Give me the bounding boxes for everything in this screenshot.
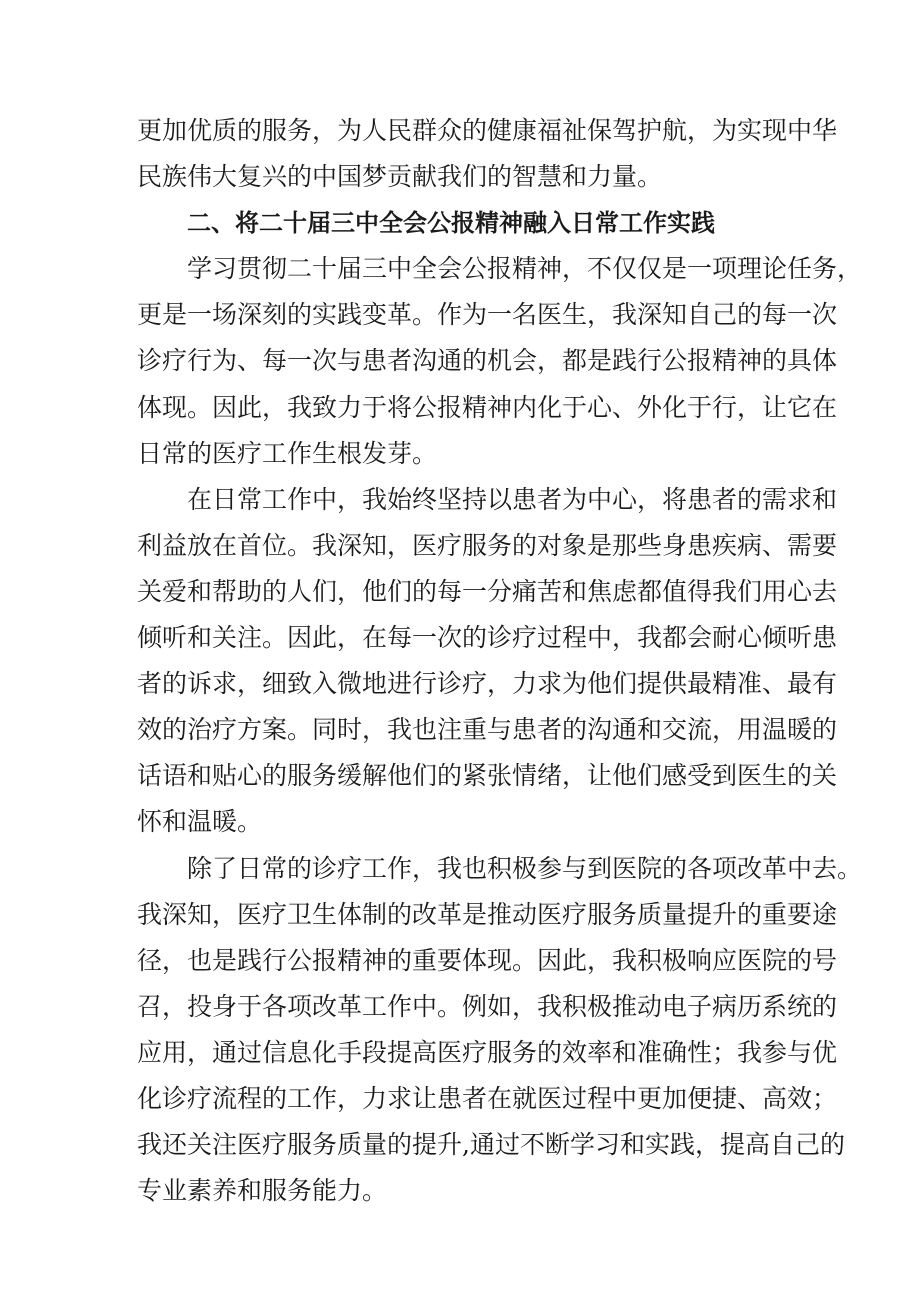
text-line: 怀和温暖。 (137, 807, 263, 837)
text-line: 日常的医疗工作生根发芽。 (137, 438, 438, 468)
text-line: 召，投身于各项改革工作中。例如，我积极推动电子病历系统的 (137, 991, 838, 1021)
text-line: 话语和贴心的服务缓解他们的紧张情绪，让他们感受到医生的关 (137, 761, 838, 791)
text-line: 更加优质的服务，为人民群众的健康福祉保驾护航，为实现中华 (137, 116, 838, 145)
text-line: 学习贯彻二十届三中全会公报精神，不仅仅是一项理论任务， (187, 254, 863, 284)
text-line: 者的诉求，细致入微地进行诊疗，力求为他们提供最精准、最有 (137, 669, 838, 699)
text-line: 应用，通过信息化手段提高医疗服务的效率和准确性；我参与优 (137, 1037, 838, 1067)
text-line: 民族伟大复兴的中国梦贡献我们的智慧和力量。 (137, 162, 663, 192)
text-line: 专业素养和服务能力。 (137, 1176, 388, 1206)
document-body (137, 108, 863, 1214)
text-line: 效的治疗方案。同时，我也注重与患者的沟通和交流，用温暖的 (137, 715, 838, 745)
text-line: 除了日常的诊疗工作，我也积极参与到医院的各项改革中去。 (187, 853, 863, 883)
text-line: 我还关注医疗服务质量的提升,通过不断学习和实践，提高自己的 (137, 1130, 845, 1160)
text-line: 体现。因此，我致力于将公报精神内化于心、外化于行，让它在 (137, 392, 838, 422)
text-line: 利益放在首位。我深知，医疗服务的对象是那些身患疾病、需要 (137, 530, 838, 560)
text-line: 在日常工作中，我始终坚持以患者为中心，将患者的需求和 (187, 484, 838, 514)
section-heading: 二、将二十届三中全会公报精神融入日常工作实践 (187, 209, 715, 238)
text-line: 关爱和帮助的人们，他们的每一分痛苦和焦虑都值得我们用心去 (137, 576, 838, 606)
text-line: 倾听和关注。因此，在每一次的诊疗过程中，我都会耐心倾听患 (137, 623, 838, 653)
text-line: 径，也是践行公报精神的重要体现。因此，我积极响应医院的号 (137, 945, 838, 975)
text-line: 更是一场深刻的实践变革。作为一名医生，我深知自己的每一次 (137, 300, 838, 330)
text-line: 我深知，医疗卫生体制的改革是推动医疗服务质量提升的重要途 (137, 899, 838, 929)
text-line: 诊疗行为、每一次与患者沟通的机会，都是践行公报精神的具体 (137, 346, 838, 376)
text-line: 化诊疗流程的工作，力求让患者在就医过程中更加便捷、高效； (137, 1083, 838, 1113)
